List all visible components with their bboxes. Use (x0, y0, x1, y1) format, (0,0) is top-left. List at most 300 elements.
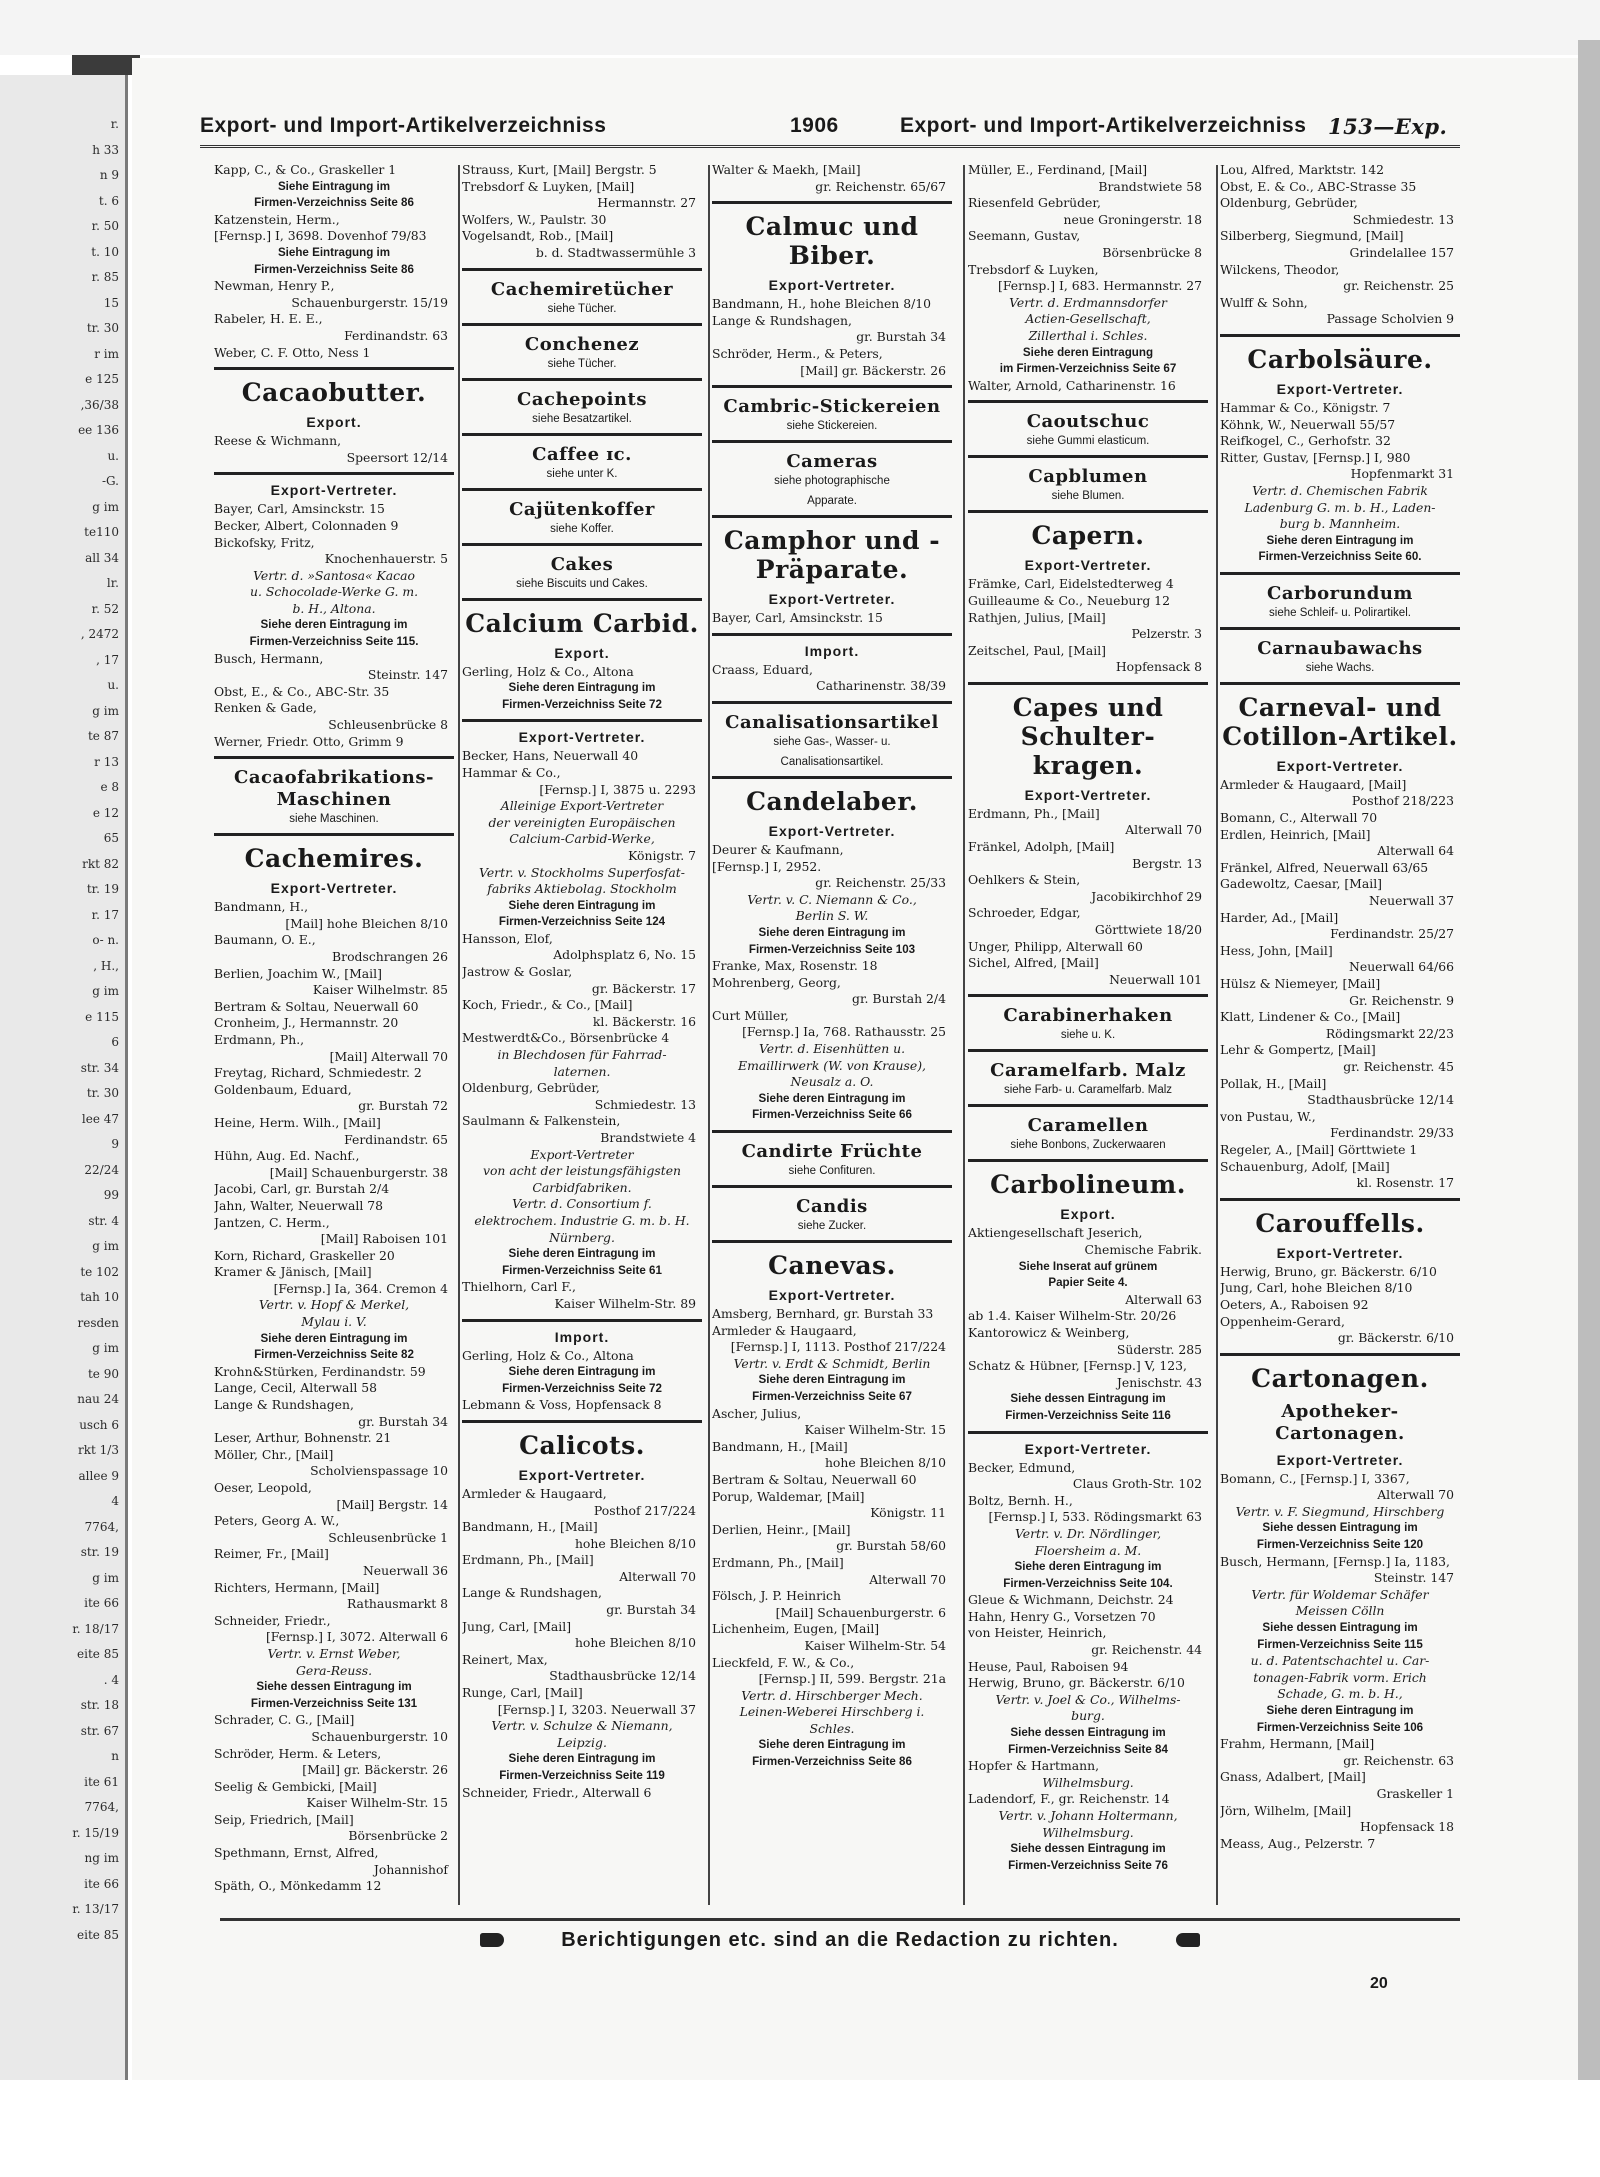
crossref-note: Siehe deren Eintragung (1022, 345, 1154, 359)
representation-note: von acht der leistungsfähigsten (482, 1163, 682, 1179)
address-line: [Fernsp.] I, 3072. Alterwall 6 (265, 1629, 448, 1645)
category-heading: Capern. (1031, 521, 1145, 551)
section-divider (712, 1240, 952, 1243)
crossref-note: Siehe deren Eintragung im (508, 1752, 656, 1766)
see-also-note: siehe Gummi elasticum. (1026, 435, 1150, 448)
section-label: Export-Vertreter. (518, 729, 646, 746)
directory-entry: Jantzen, C. Herm., (214, 1214, 330, 1230)
address-line: [Fernsp.] Ia, 364. Cremon 4 (273, 1280, 448, 1296)
representation-note: Zillerthal i. Schles. (1028, 327, 1148, 343)
left-page-text-fragment: lr. (106, 576, 119, 590)
directory-entry: Unger, Philipp, Alterwall 60 (968, 938, 1143, 954)
directory-entry: Newman, Henry P., (214, 278, 335, 294)
directory-entry: Mestwerdt&Co., Börsenbrücke 4 (462, 1030, 670, 1046)
category-heading: Caffee ɪc. (532, 443, 632, 465)
left-page-text-fragment: r. 52 (91, 601, 119, 616)
address-line: Stadthausbrücke 12/14 (1307, 1092, 1454, 1108)
address-line: Alterwall 70 (1125, 822, 1202, 838)
address-line: Schmiedestr. 13 (594, 1096, 696, 1112)
category-heading: Cakes (550, 553, 614, 575)
crossref-note: Siehe dessen Eintragung im (1262, 1521, 1418, 1535)
address-line: gr. Bäckerstr. 6/10 (1337, 1330, 1454, 1346)
directory-entry: Riesenfeld Gebrüder, (968, 195, 1101, 211)
section-label: Export-Vertreter. (1024, 1440, 1152, 1457)
crossref-note: Firmen-Verzeichniss Seite 86 (752, 1755, 912, 1769)
section-divider (968, 994, 1208, 997)
address-line: Hopfenmarkt 31 (1350, 466, 1454, 482)
see-also-note: siehe Zucker. (797, 1220, 867, 1233)
left-page-text-fragment: r. 15/19 (72, 1825, 119, 1840)
address-line: [Fernsp.] I, 1113. Posthof 217/224 (730, 1339, 946, 1355)
representation-note: Vertr. v. Johann Holtermann, (998, 1808, 1178, 1823)
category-heading: Carbolsäure. (1247, 344, 1433, 374)
directory-entry: Gadewoltz, Caesar, [Mail] (1220, 876, 1383, 892)
left-page-text-fragment: 9 (111, 1137, 119, 1151)
left-page-text-fragment: e 125 (85, 372, 119, 386)
directory-entry: Cronheim, J., Hermannstr. 20 (214, 1015, 399, 1031)
representation-note: tonagen-Fabrik vorm. Erich (1253, 1669, 1427, 1685)
directory-entry: Porup, Waldemar, [Mail] (712, 1488, 865, 1504)
directory-entry: Lange, Cecil, Alterwall 58 (214, 1380, 378, 1396)
crossref-note: Firmen-Verzeichniss Seite 124 (498, 915, 666, 929)
directory-entry: Leser, Arthur, Bohnenstr. 21 (214, 1430, 392, 1446)
directory-entry: Seemann, Gustav, (968, 228, 1081, 244)
crossref-note: Firmen-Verzeichniss Seite 116 (1005, 1408, 1171, 1422)
directory-entry: Ascher, Julius, (712, 1405, 802, 1421)
directory-entry: Reimer, Fr., [Mail] (214, 1546, 329, 1562)
left-page-text-fragment: e 8 (100, 780, 119, 794)
representation-note: burg b. Mannheim. (1279, 516, 1401, 532)
directory-entry: Reese & Wichmann, (214, 433, 342, 449)
address-line: kl. Bäckerstr. 16 (592, 1013, 696, 1029)
see-also-note: siehe u. K. (1060, 1029, 1116, 1042)
directory-entry: Katzenstein, Herm., (214, 211, 340, 227)
section-label: Export-Vertreter. (1024, 786, 1152, 803)
see-also-note: siehe photographische (774, 475, 890, 488)
section-divider (1220, 682, 1460, 685)
section-divider (1220, 627, 1460, 630)
address-line: kl. Rosenstr. 17 (1356, 1175, 1454, 1191)
crossref-note: Siehe deren Eintragung im (1266, 533, 1414, 547)
directory-entry: Jahn, Walter, Neuerwall 78 (214, 1197, 383, 1213)
directory-entry: Oldenburg, Gebrüder, (462, 1080, 600, 1096)
crossref-note: Siehe deren Eintragung im (758, 925, 906, 939)
crossref-note: Firmen-Verzeichniss Seite 86 (254, 196, 414, 210)
directory-entry: Frahm, Hermann, [Mail] (1220, 1736, 1375, 1752)
section-divider (462, 488, 702, 491)
left-page-text-fragment: r. 13/17 (72, 1902, 119, 1916)
crossref-note: Siehe deren Eintragung im (508, 681, 656, 695)
directory-entry: Spethmann, Ernst, Alfred, (214, 1845, 379, 1861)
section-divider (462, 719, 702, 722)
directory-entry: Busch, Hermann, (214, 650, 324, 666)
address-line: [Mail] Schauenburgerstr. 6 (775, 1604, 946, 1620)
representation-note: Schade, G. m. b. H., (1277, 1686, 1403, 1702)
directory-entry: Schröder, Herm. & Leters, (214, 1745, 382, 1761)
left-page-text-fragment: lee 47 (81, 1111, 119, 1126)
left-page-text-fragment: 7764, (84, 1519, 119, 1534)
left-page-text-fragment: tr. 30 (86, 1086, 119, 1100)
section-divider (968, 682, 1208, 685)
directory-entry: Armleder & Haugaard, (712, 1322, 857, 1338)
crossref-note: Firmen-Verzeichniss Seite 104. (1003, 1576, 1173, 1590)
directory-entry: Köhnk, W., Neuerwall 55/57 (1220, 416, 1396, 432)
category-heading: Candis (796, 1196, 868, 1218)
crossref-note: Siehe Eintragung im (277, 179, 391, 193)
representation-note: u. Schocolade-Werke G. m. (249, 584, 419, 600)
directory-entry: Franke, Max, Rosenstr. 18 (712, 958, 878, 974)
address-line: gr. Reichenstr. 25/33 (815, 875, 946, 891)
directory-entry: Korn, Richard, Graskeller 20 (214, 1247, 395, 1263)
address-line: gr. Bäckerstr. 17 (591, 980, 696, 996)
category-heading: Calcium Carbid. (465, 608, 699, 638)
representation-note: Vertr. d. Consortium f. (512, 1196, 652, 1212)
address-line: [Mail] hohe Bleichen 8/10 (285, 915, 448, 931)
address-line: Jacobikirchhof 29 (1091, 888, 1202, 904)
directory-entry: Lou, Alfred, Marktstr. 142 (1220, 162, 1385, 177)
left-page-text-fragment: e 12 (92, 805, 119, 820)
directory-entry: Vogelsandt, Rob., [Mail] (462, 228, 614, 244)
directory-entry: Werner, Friedr. Otto, Grimm 9 (214, 733, 404, 749)
address-line: Schauenburgerstr. 15/19 (291, 294, 448, 310)
directory-entry: Bayer, Carl, Amsinckstr. 15 (214, 501, 385, 517)
directory-entry: Kantorowicz & Weinberg, (968, 1324, 1130, 1340)
directory-entry: von Heister, Heinrich, (968, 1625, 1107, 1641)
section-divider (462, 323, 702, 326)
directory-entry: Freytag, Richard, Schmiedestr. 2 (214, 1065, 422, 1081)
scan-binding-tab (72, 55, 140, 75)
left-page-text-fragment: 65 (103, 831, 119, 845)
directory-entry: Bandmann, H., hohe Bleichen 8/10 (712, 296, 932, 312)
see-also-note: siehe Maschinen. (289, 813, 379, 826)
address-line: gr. Reichenstr. 63 (1343, 1752, 1454, 1768)
directory-entry: Bomann, C., Alterwall 70 (1220, 810, 1378, 826)
directory-entry: Ritter, Gustav, [Fernsp.] I, 980 (1220, 449, 1411, 465)
left-page-text-fragment: , 17 (96, 652, 119, 667)
address-line: Speersort 12/14 (346, 449, 448, 465)
directory-entry: Peters, Georg A. W., (214, 1513, 340, 1529)
section-label: Export-Vertreter. (1276, 380, 1404, 397)
address-line: Brodschrangen 26 (332, 949, 448, 964)
directory-entry: Rathjen, Julius, [Mail] (968, 609, 1106, 625)
address-line: Neuerwall 64/66 (1349, 959, 1454, 975)
directory-entry: Lebmann & Voss, Hopfensack 8 (462, 1397, 662, 1413)
left-page-text-fragment: str. 67 (80, 1723, 119, 1738)
address-line: Königstr. 11 (870, 1505, 946, 1521)
column-rule (1216, 165, 1218, 1905)
directory-entry: Goldenbaum, Eduard, (214, 1081, 352, 1097)
directory-entry: Erdlen, Heinrich, [Mail] (1220, 826, 1371, 842)
address-line: Kaiser Wilhelm-Str. 89 (554, 1295, 696, 1311)
section-label: Export-Vertreter. (768, 822, 896, 839)
section-divider (712, 440, 952, 443)
directory-entry: Klatt, Lindener & Co., [Mail] (1220, 1009, 1401, 1025)
directory-entry: Seelig & Gembicki, [Mail] (214, 1778, 377, 1794)
representation-note: Vertr. d. Eisenhütten u. (758, 1041, 906, 1057)
address-line: [Mail] gr. Bäckerstr. 26 (302, 1762, 448, 1778)
address-line: Hopfensack 18 (1360, 1819, 1454, 1835)
crossref-note: Firmen-Verzeichniss Seite 66 (752, 1108, 912, 1122)
representation-note: Vertr. v. F. Siegmund, Hirschberg (1235, 1503, 1445, 1519)
address-line: Rödingsmarkt 22/23 (1325, 1025, 1454, 1041)
crossref-note: Firmen-Verzeichniss Seite 106 (1256, 1720, 1424, 1734)
section-divider (462, 598, 702, 601)
representation-note: Wilhelmsburg. (1042, 1824, 1134, 1840)
category-heading: Cachepoints (517, 388, 647, 410)
directory-entry: Zeitschel, Paul, [Mail] (968, 642, 1106, 658)
left-page-text-fragment: usch 6 (79, 1417, 119, 1432)
representation-note: Actien-Gesellschaft, (1025, 311, 1151, 327)
representation-note: Leinen-Weberei Hirschberg i. (739, 1704, 925, 1720)
left-page-text-fragment: rkt 82 (82, 856, 119, 871)
address-line: Brandstwiete 58 (1098, 178, 1202, 194)
representation-note: Berlin S. W. (795, 908, 869, 924)
address-line: [Fernsp.] I, 533. Rödingsmarkt 63 (988, 1509, 1202, 1525)
directory-entry: Gleue & Wichmann, Deichstr. 24 (968, 1592, 1174, 1608)
section-divider (712, 633, 952, 636)
directory-entry: Oldenburg, Gebrüder, (1220, 195, 1358, 211)
directory-entry: Hopfer & Hartmann, (968, 1758, 1100, 1774)
directory-entry: Weber, C. F. Otto, Ness 1 (214, 344, 371, 360)
left-page-text-fragment: r. (110, 117, 119, 131)
left-page-text-fragment: str. 34 (80, 1060, 119, 1075)
directory-column-1 (214, 162, 454, 1922)
address-line: [Mail] Raboisen 101 (320, 1231, 448, 1247)
address-line: Stadthausbrücke 12/14 (549, 1668, 696, 1684)
address-line: Kaiser Wilhelm-Str. 15 (804, 1422, 946, 1438)
address-line: [Mail] gr. Bäckerstr. 26 (800, 362, 946, 378)
category-heading: Apotheker-Cartonagen. (1275, 1400, 1405, 1444)
directory-entry: von Pustau, W., (1220, 1108, 1316, 1124)
category-heading: Camphor und -Präparate. (723, 526, 941, 585)
column-rule (458, 165, 460, 1905)
directory-entry: Herwig, Bruno, gr. Bäckerstr. 6/10 (968, 1675, 1185, 1691)
category-heading: Carneval- und Cotillon-Artikel. (1222, 692, 1458, 751)
representation-note: Mylau i. V. (301, 1314, 367, 1330)
directory-entry: Krohn&Stürken, Ferdinandstr. 59 (214, 1363, 426, 1379)
directory-entry: Derlien, Heinr., [Mail] (712, 1521, 851, 1537)
directory-entry: Ladendorf, F., gr. Reichenstr. 14 (968, 1791, 1170, 1807)
directory-entry: Seip, Friedrich, [Mail] (214, 1811, 354, 1827)
directory-entry: Mohrenberg, Georg, (712, 974, 841, 990)
crossref-note: Siehe dessen Eintragung im (1010, 1726, 1166, 1740)
directory-entry: Schatz & Hübner, [Fernsp.] V, 123, (968, 1358, 1187, 1374)
section-label: Export. (306, 414, 362, 431)
directory-entry: Saulmann & Falkenstein, (462, 1113, 621, 1129)
section-divider (462, 433, 702, 436)
left-page-text-fragment: ,36/38 (80, 397, 119, 412)
directory-entry: Gnass, Adalbert, [Mail] (1220, 1769, 1366, 1785)
running-header (200, 108, 1460, 148)
directory-entry: Wolfers, W., Paulstr. 30 (462, 211, 607, 227)
directory-entry: Hühn, Aug. Ed. Nachf., (214, 1148, 360, 1164)
see-also-note: siehe unter K. (546, 467, 618, 480)
directory-entry: Schauenburg, Adolf, [Mail] (1220, 1158, 1390, 1174)
address-line: Chemische Fabrik. (1084, 1242, 1202, 1257)
left-page-text-fragment: -G. (101, 474, 119, 488)
representation-note: Meissen Cölln (1295, 1603, 1385, 1619)
section-label: Import. (554, 1328, 610, 1345)
directory-entry: Bandmann, H., [Mail] (462, 1519, 598, 1535)
left-page-text-fragment: r. 50 (91, 219, 119, 233)
representation-note: Leipzig. (557, 1734, 607, 1750)
directory-entry: Amsberg, Bernhard, gr. Burstah 33 (712, 1306, 934, 1322)
directory-entry: Jörn, Wilhelm, [Mail] (1220, 1802, 1352, 1818)
representation-note: Floersheim a. M. (1034, 1542, 1142, 1558)
section-divider (1220, 1353, 1460, 1356)
address-line: Catharinenstr. 38/39 (816, 678, 946, 694)
crossref-note: Firmen-Verzeichniss Seite 82 (254, 1348, 414, 1362)
left-page-text-fragment: g im (92, 984, 119, 998)
address-line: Knochenhauerstr. 5 (324, 551, 448, 567)
left-page-text-fragment: nau 24 (77, 1392, 119, 1406)
directory-entry: Berlien, Joachim W., [Mail] (214, 965, 382, 981)
directory-entry: Främke, Carl, Eidelstedterweg 4 (968, 576, 1174, 592)
column-rule (708, 165, 710, 1905)
see-also-note: siehe Stickereien. (786, 420, 878, 433)
category-heading: Carbolineum. (990, 1170, 1186, 1200)
category-heading: Candirte Früchte (741, 1141, 923, 1163)
address-line: Neuerwall 37 (1368, 893, 1454, 909)
see-also-note: siehe Koffer. (550, 522, 614, 535)
scan-margin-top (0, 0, 1600, 55)
representation-note: Vertr. d. Chemischen Fabrik (1252, 482, 1428, 498)
pointing-hand-icon (1176, 1933, 1200, 1947)
address-line: Hermannstr. 27 (597, 195, 696, 211)
address-line: [Fernsp.] II, 599. Bergstr. 21a (758, 1671, 946, 1687)
address-line: gr. Burstah 2/4 (852, 991, 946, 1007)
directory-entry: Reifkogel, C., Gerhofstr. 32 (1220, 433, 1391, 449)
section-label: Export-Vertreter. (270, 482, 398, 499)
crossref-note: Siehe deren Eintragung im (508, 898, 656, 912)
crossref-note: Papier Seite 4. (1048, 1276, 1128, 1290)
section-divider (968, 400, 1208, 403)
left-page-text-fragment: te110 (84, 525, 119, 539)
representation-note: Gera-Reuss. (295, 1662, 373, 1678)
directory-entry: Silberberg, Siegmund, [Mail] (1220, 228, 1404, 244)
address-line: [Fernsp.] I, 3875 u. 2293 (539, 781, 696, 797)
representation-note: fabriks Aktiebolag. Stockholm (487, 881, 677, 897)
address-line: Passage Scholvien 9 (1326, 311, 1454, 327)
directory-column-4 (968, 162, 1208, 1922)
address-line: Rathausmarkt 8 (346, 1596, 448, 1612)
representation-note: burg. (1071, 1708, 1105, 1724)
section-label: Export-Vertreter. (1276, 1244, 1404, 1261)
address-line: Kaiser Wilhelmstr. 85 (312, 982, 448, 998)
directory-entry: Hess, John, [Mail] (1220, 942, 1333, 958)
left-page-text-fragment: all 34 (85, 550, 119, 565)
category-heading: Cartonagen. (1251, 1363, 1429, 1393)
left-page-text-fragment: tr. 19 (86, 882, 119, 896)
directory-entry: Hülsz & Niemeyer, [Mail] (1220, 976, 1381, 991)
see-also-note: siehe Bonbons, Zuckerwaaren (1010, 1139, 1166, 1152)
directory-entry: Baumann, O. E., (214, 932, 316, 948)
address-line: Neuerwall 101 (1109, 971, 1202, 987)
directory-entry: Aktiengesellschaft Jeserich, (968, 1225, 1143, 1241)
directory-entry: Obst, E., & Co., ABC-Str. 35 (214, 683, 390, 699)
see-also-note: Canalisationsartikel. (780, 755, 884, 768)
directory-entry: [Fernsp.] I, 2952. (712, 858, 822, 874)
section-divider (712, 776, 952, 779)
see-also-note: siehe Besatzartikel. (532, 412, 632, 425)
address-line: Brandstwiete 4 (600, 1130, 696, 1145)
crossref-note: Siehe dessen Eintragung im (1262, 1621, 1418, 1635)
address-line: gr. Reichenstr. 65/67 (815, 178, 946, 194)
directory-entry: Fränkel, Adolph, [Mail] (968, 839, 1115, 855)
crossref-note: Siehe deren Eintragung im (260, 1331, 408, 1345)
crossref-note: Firmen-Verzeichniss Seite 103 (748, 942, 916, 956)
left-page-text-fragment: g im (92, 1239, 119, 1253)
address-line: gr. Reichenstr. 45 (1343, 1058, 1454, 1074)
category-heading: Caramelfarb. Malz (990, 1060, 1186, 1082)
representation-note: Vertr. für Woldemar Schäfer (1251, 1586, 1429, 1602)
left-page-text-fragment: 7764, (84, 1800, 119, 1814)
left-page-text-fragment: ite 61 (84, 1774, 119, 1789)
see-also-note: siehe Confituren. (788, 1165, 876, 1178)
address-line: Posthof 218/223 (1351, 793, 1454, 809)
section-divider (712, 701, 952, 704)
address-line: [Fernsp.] I, 683. Hermannstr. 27 (998, 278, 1202, 294)
left-page-text-fragment: g im (92, 499, 119, 514)
crossref-note: Siehe deren Eintragung im (758, 1091, 906, 1105)
left-page-text-fragment: rkt 1/3 (78, 1443, 119, 1457)
address-line: Gr. Reichenstr. 9 (1349, 992, 1454, 1008)
column-rule (963, 165, 965, 1905)
directory-entry: Bomann, C., [Fernsp.] I, 3367, (1220, 1470, 1410, 1486)
address-line: Grindelallee 157 (1349, 244, 1454, 260)
directory-entry: Harder, Ad., [Mail] (1220, 909, 1339, 925)
representation-note: der vereinigten Europäischen (488, 814, 676, 830)
category-heading: Calicots. (519, 1430, 645, 1460)
section-divider (712, 385, 952, 388)
representation-note: Wilhelmsburg. (1042, 1774, 1134, 1790)
header-page-ref: 153—Exp. (1328, 114, 1448, 139)
address-line: Alterwall 70 (1377, 1487, 1454, 1503)
address-line: hohe Bleichen 8/10 (824, 1455, 946, 1471)
representation-note: Vertr. v. Hopf & Merkel, (258, 1297, 410, 1313)
directory-entry: Müller, E., Ferdinand, [Mail] (968, 162, 1148, 177)
directory-entry: Sichel, Alfred, [Mail] (968, 955, 1099, 971)
left-page-text-fragment: allee 9 (78, 1468, 119, 1483)
address-line: Graskeller 1 (1376, 1785, 1454, 1801)
address-line: Neuerwall 36 (362, 1562, 448, 1578)
left-page-text-fragment: g im (92, 703, 119, 718)
address-line: Ferdinandstr. 29/33 (1330, 1125, 1454, 1141)
address-line: Ferdinandstr. 63 (344, 327, 448, 343)
address-line: gr. Burstah 34 (358, 1413, 448, 1429)
left-page-text-fragment: r 13 (94, 754, 119, 769)
representation-note: laternen. (553, 1063, 611, 1079)
directory-entry: Walter, Arnold, Catharinenstr. 16 (968, 377, 1176, 393)
address-line: Schmiedestr. 13 (1352, 211, 1454, 227)
representation-note: Vertr. d. »Santosa« Kacao (253, 567, 415, 583)
address-line: gr. Reichenstr. 25 (1343, 278, 1454, 294)
left-page-text-fragment: ee 136 (78, 423, 119, 437)
section-divider (1220, 334, 1460, 337)
see-also-note: Apparate. (807, 495, 857, 508)
left-page-text-fragment: g im (92, 1341, 119, 1355)
header-title-right: Export- und Import-Artikelverzeichniss (900, 114, 1307, 137)
left-page-text-fragment: 15 (103, 295, 119, 310)
directory-entry: Guilleaume & Co., Neueburg 12 (968, 592, 1170, 608)
address-line: gr. Burstah 34 (606, 1602, 696, 1618)
directory-entry: Obst, E. & Co., ABC-Strasse 35 (1220, 178, 1417, 194)
directory-entry: Renken & Gade, (214, 700, 317, 716)
see-also-note: siehe Wachs. (1305, 661, 1375, 674)
left-page-text-fragment: r. 17 (91, 907, 119, 922)
section-divider (462, 1420, 702, 1423)
directory-entry: Erdmann, Ph., [Mail] (712, 1554, 844, 1570)
